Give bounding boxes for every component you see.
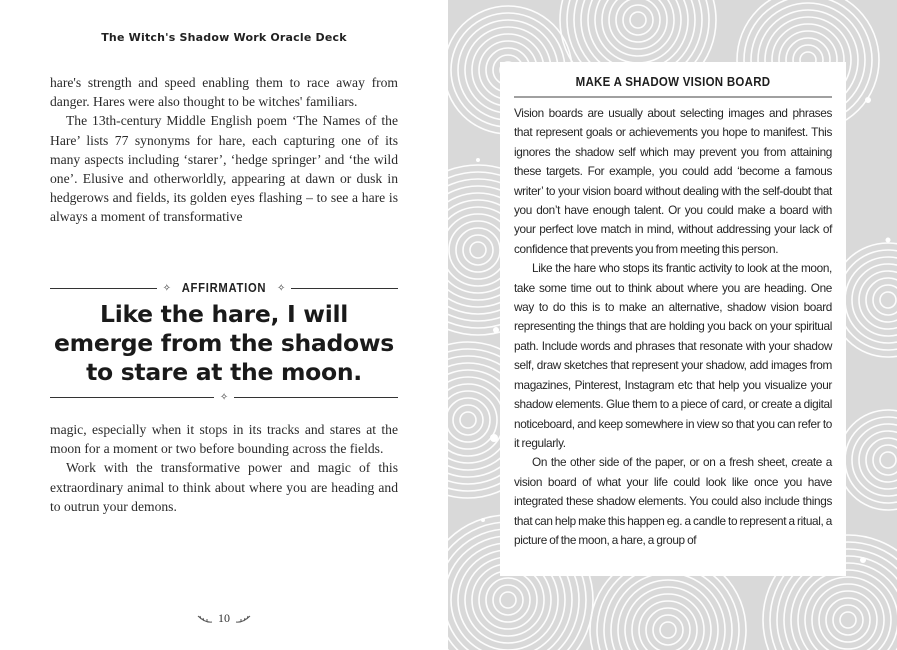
sparkle-icon: ✧	[162, 282, 172, 294]
panel-title: MAKE A SHADOW VISION BOARD	[575, 75, 771, 89]
paragraph: Vision boards are usually about selecting images and phrases that represent goals or achievements you hope to manifest. This ignores the shadow self which may prevent you from attaining these targets. For example, you could add ‘become a famous writer’ to your vision board without dealing with the self-doubt that you don’t have enough talent. Or you could make a board with your perfect love match in mind, without addressing your lack of confidence that prevents you from meeting this person.	[514, 106, 832, 256]
affirmation-footer-rule	[50, 391, 398, 403]
affirmation-label: AFFIRMATION	[181, 281, 267, 295]
divider	[514, 96, 832, 98]
body-text-top	[50, 73, 398, 227]
panel-body	[514, 104, 832, 550]
leaf-ornament-icon	[235, 614, 251, 624]
divider	[291, 288, 398, 289]
paragraph: Like the hare who stops its frantic activity to look at the moon, take some time out to think about where you are heading. One way to do this is to make an alternative, shadow vision board representing the things that are holding you back on your spiritual path. Include words and phrases that resonate with your shadow self, draw sketches that represent your shadow, add images from magazines, Pinterest, Instagram etc that help you visualize your shadow elements. Glue them to a piece of card, or create a digital noticeboard, and keep somewhere in view so that you can refer to it regularly.	[514, 261, 832, 450]
affirmation-heading	[50, 280, 398, 296]
left-page	[0, 0, 448, 650]
paragraph: The 13th-century Middle English poem ‘The Names of the Hare’ lists 77 synonyms for hare, each capturing one of its many aspects including ‘starer’, ‘hedge springer’ and ‘the wild one’. Elusive and otherworldly, appearing at dawn or dusk in hedgerows and fields, its golden eyes flashing – to see a hare is always a moment of transformative	[50, 113, 398, 225]
paragraph: magic, especially when it stops in its tracks and stares at the moon for a moment or two before bounding across the fields.	[50, 422, 398, 457]
divider	[50, 397, 214, 398]
paragraph: On the other side of the paper, or on a fresh sheet, create a vision board of what your life could look like once you have integrated these shadow elements. You could also include things that can help make this happen eg. a candle to represent a ritual, a picture of the moon, a hare, a group of	[514, 455, 832, 547]
sparkle-icon: ✧	[219, 391, 229, 403]
affirmation-text: Like the hare, I will emerge from the shadows to stare at the moon.	[54, 300, 394, 386]
paragraph: hare's strength and speed enabling them to race away from danger. Hares were also thought to be witches' familiars.	[50, 75, 398, 110]
page-folio	[0, 611, 448, 626]
content-panel	[500, 62, 846, 576]
body-text-bottom	[50, 420, 398, 516]
sparkle-icon: ✧	[276, 282, 286, 294]
leaf-ornament-icon	[197, 614, 213, 624]
page-number: 10	[218, 611, 230, 625]
paragraph: Work with the transformative power and magic of this extraordinary animal to think about where you are heading and to outrun your demons.	[50, 460, 398, 514]
running-head: The Witch's Shadow Work Oracle Deck	[101, 31, 347, 44]
divider	[50, 288, 157, 289]
divider	[234, 397, 398, 398]
